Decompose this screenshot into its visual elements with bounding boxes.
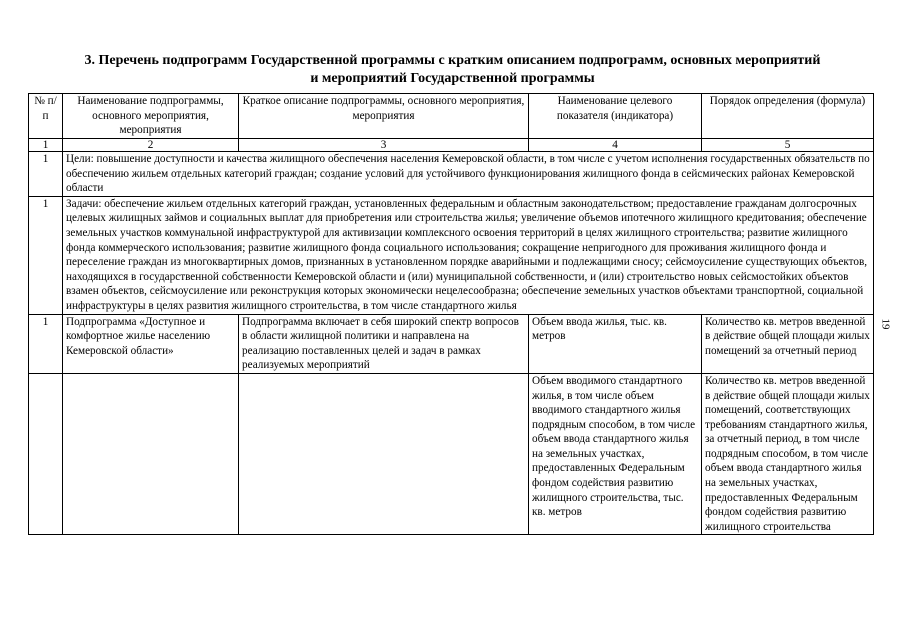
header-col-description: Краткое описание подпрограммы, основного мероприятия, мероприятия bbox=[239, 94, 529, 139]
row-number: 1 bbox=[29, 196, 63, 314]
subprogram-indicator: Объем ввода жилья, тыс. кв. метров bbox=[529, 314, 702, 373]
header-col-formula: Порядок определения (формула) bbox=[702, 94, 874, 139]
header-col-number: № п/п bbox=[29, 94, 63, 139]
row-number: 1 bbox=[29, 314, 63, 373]
column-number: 2 bbox=[63, 139, 239, 152]
standard-housing-indicator: Объем вводимого стандартного жилья, в том числе объем вводимого стандартного жилья подрядным способом, в том числе объем ввода стандартного жилья на земельных участках, предоставленных Федеральным фондом содействия развитию жилищного строительства, тыс. кв. метров bbox=[529, 373, 702, 535]
column-number: 5 bbox=[702, 139, 874, 152]
subprogram-name: Подпрограмма «Доступное и комфортное жилье населению Кемеровской области» bbox=[63, 314, 239, 373]
subprogram-formula: Количество кв. метров введенной в действие общей площади жилых помещений за отчетный период bbox=[702, 314, 874, 373]
header-col-indicator: Наименование целевого показателя (индикатора) bbox=[529, 94, 702, 139]
standard-housing-row bbox=[29, 373, 874, 535]
column-number: 3 bbox=[239, 139, 529, 152]
page-title bbox=[0, 52, 905, 88]
title-line-1: 3. Перечень подпрограмм Государственной программы с кратким описанием подпрограмм, основных мероприятий bbox=[84, 53, 821, 68]
row-number bbox=[29, 373, 63, 535]
standard-housing-formula: Количество кв. метров введенной в действие общей площади жилых помещений, соответствующих требованиям стандартного жилья, за отчетный период, в том числе подрядным способом, в том числе объем ввода стандартного жилья на земельных участках, предоставленных Федеральным фондом содействия развитию жилищного строительства bbox=[702, 373, 874, 535]
tasks-text: Задачи: обеспечение жильем отдельных категорий граждан, установленных федеральным и областным законодательством; предоставление гражданам долгосрочных целевых жилищных займов и социальных выплат для приобретения или строительства жилья; увеличение объемов ипотечного жилищного кредитования; обеспечение земельных участков коммунальной инфраструктурой для активизации комплексного освоения территорий в целях жилищного строительства; развитие жилищного фонда коммерческого использования; развитие жилищного фонда социального использования; сокращение непригодного для проживания жилищного фонда и переселение граждан из многоквартирных домов, признанных в установленном порядке аварийными и подлежащими сносу; сейсмоусиление существующих объектов, находящихся в государственной собственности Кемеровской области и (или) муниципальной собственности, и (или) строительство новых сейсмостойких объектов взамен объектов, сейсмоусиление или реконструкция которых экономически нецелесообразна; обеспечение земельных участков объектами транспортной, социальной инфраструктуры в целях развития жилищного строительства, в том числе стандартного жилья bbox=[63, 196, 874, 314]
table-header-row bbox=[29, 94, 874, 139]
goals-row bbox=[29, 152, 874, 197]
row-number: 1 bbox=[29, 152, 63, 197]
header-col-name: Наименование подпрограммы, основного мероприятия, мероприятия bbox=[63, 94, 239, 139]
standard-housing-name bbox=[63, 373, 239, 535]
column-number: 4 bbox=[529, 139, 702, 152]
subprograms-table bbox=[28, 93, 874, 535]
column-number: 1 bbox=[29, 139, 63, 152]
tasks-row bbox=[29, 196, 874, 314]
subprogram-description: Подпрограмма включает в себя широкий спектр вопросов в области жилищной политики и направлена на реализацию поставленных целей и задач в рамках реализуемых мероприятий bbox=[239, 314, 529, 373]
column-numbers-row bbox=[29, 139, 874, 152]
title-line-2: и мероприятий Государственной программы bbox=[310, 71, 595, 86]
page-number: 19 bbox=[879, 318, 892, 330]
subprogram-row bbox=[29, 314, 874, 373]
standard-housing-description bbox=[239, 373, 529, 535]
goals-text: Цели: повышение доступности и качества жилищного обеспечения населения Кемеровской области, в том числе с учетом исполнения государственных обязательств по обеспечению жильем отдельных категорий граждан; создание условий для устойчивого функционирования жилищного фонда в сейсмических районах Кемеровской области bbox=[63, 152, 874, 197]
